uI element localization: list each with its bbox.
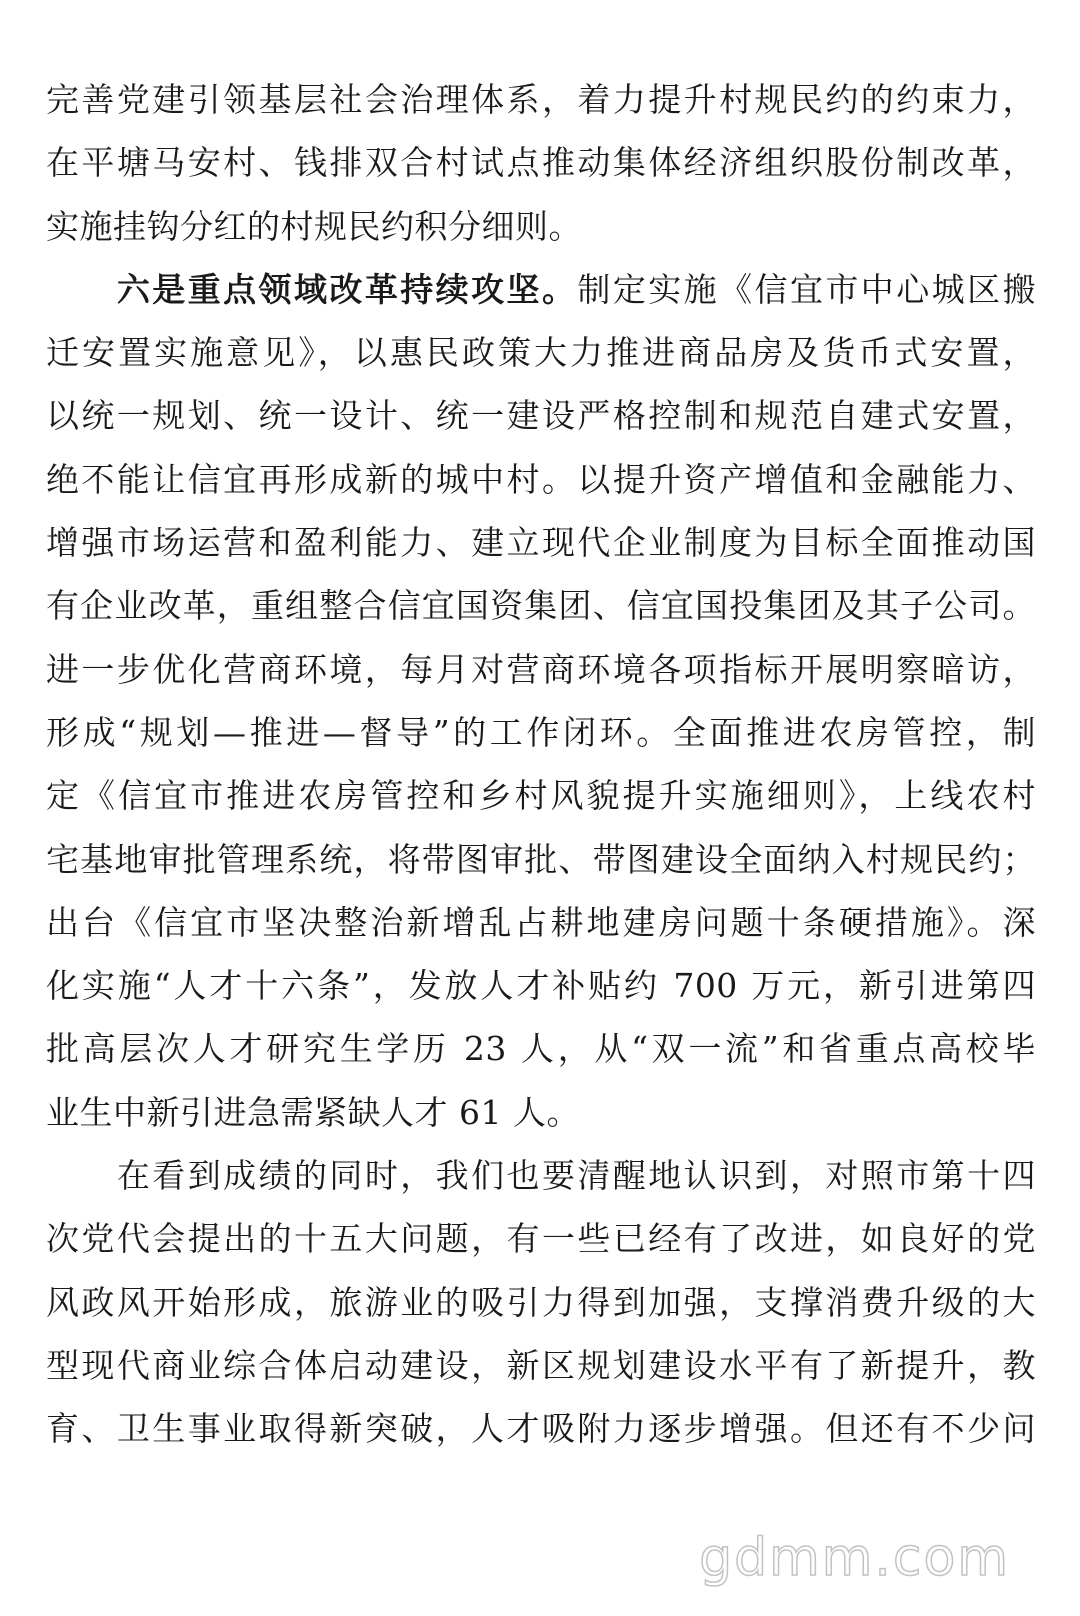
text-line: 实施挂钩分红的村规民约积分细则。 xyxy=(46,206,582,246)
text-line: 以统一规划、统一设计、统一建设严格控制和规范自建式安置， xyxy=(46,396,1036,436)
text-line: 批高层次人才研究生学历 23 人，从“双一流”和省重点高校毕 xyxy=(46,1029,1036,1069)
text-line: 出台《信宜市坚决整治新增乱占耕地建房问题十条硬措施》。深 xyxy=(46,902,1036,942)
text-line: 完善党建引领基层社会治理体系，着力提升村规民约的约束力， xyxy=(46,80,1036,119)
text-line: 增强市场运营和盈利能力、建立现代企业制度为目标全面推动国 xyxy=(46,523,1036,563)
text-line: 在看到成绩的同时，我们也要清醒地认识到，对照市第十四 xyxy=(46,1156,1036,1196)
text-line: 绝不能让信宜再形成新的城中村。以提升资产增值和金融能力、 xyxy=(46,459,1036,499)
text-line-with-heading xyxy=(46,258,1036,321)
text-line: 业生中新引进急需紧缺人才 61 人。 xyxy=(46,1092,580,1132)
text-line: 定《信宜市推进农房管控和乡村风貌提升实施细则》，上线农村 xyxy=(46,776,1036,816)
text-line: 化实施“人才十六条”，发放人才补贴约 700 万元，新引进第四 xyxy=(46,966,1036,1006)
text-line: 风政风开始形成，旅游业的吸引力得到加强，支撑消费升级的大 xyxy=(46,1282,1036,1322)
body-text xyxy=(46,68,1036,1461)
text-line: 宅基地审批管理系统，将带图审批、带图建设全面纳入村规民约； xyxy=(46,839,1036,879)
text-line: 育、卫生事业取得新突破，人才吸附力逐步增强。但还有不少问 xyxy=(46,1409,1036,1449)
section-heading: 六是重点领域改革持续攻坚。 xyxy=(46,269,578,309)
text-line: 次党代会提出的十五大问题，有一些已经有了改进，如良好的党 xyxy=(46,1219,1036,1259)
watermark: gdmm.com xyxy=(699,1528,1010,1588)
text-line: 有企业改革，重组整合信宜国资集团、信宜国投集团及其子公司。 xyxy=(46,586,1036,626)
text-line: 形成“规划—推进—督导”的工作闭环。全面推进农房管控，制 xyxy=(46,712,1036,752)
text-line: 型现代商业综合体启动建设，新区规划建设水平有了新提升，教 xyxy=(46,1345,1036,1385)
text-line-rest: 制定实施《信宜市中心城区搬 xyxy=(577,269,1037,309)
text-line: 迁安置实施意见》，以惠民政策大力推进商品房及货币式安置， xyxy=(46,333,1036,373)
text-line: 在平塘马安村、钱排双合村试点推动集体经济组织股份制改革， xyxy=(46,143,1036,183)
text-line: 进一步优化营商环境，每月对营商环境各项指标开展明察暗访， xyxy=(46,649,1036,689)
